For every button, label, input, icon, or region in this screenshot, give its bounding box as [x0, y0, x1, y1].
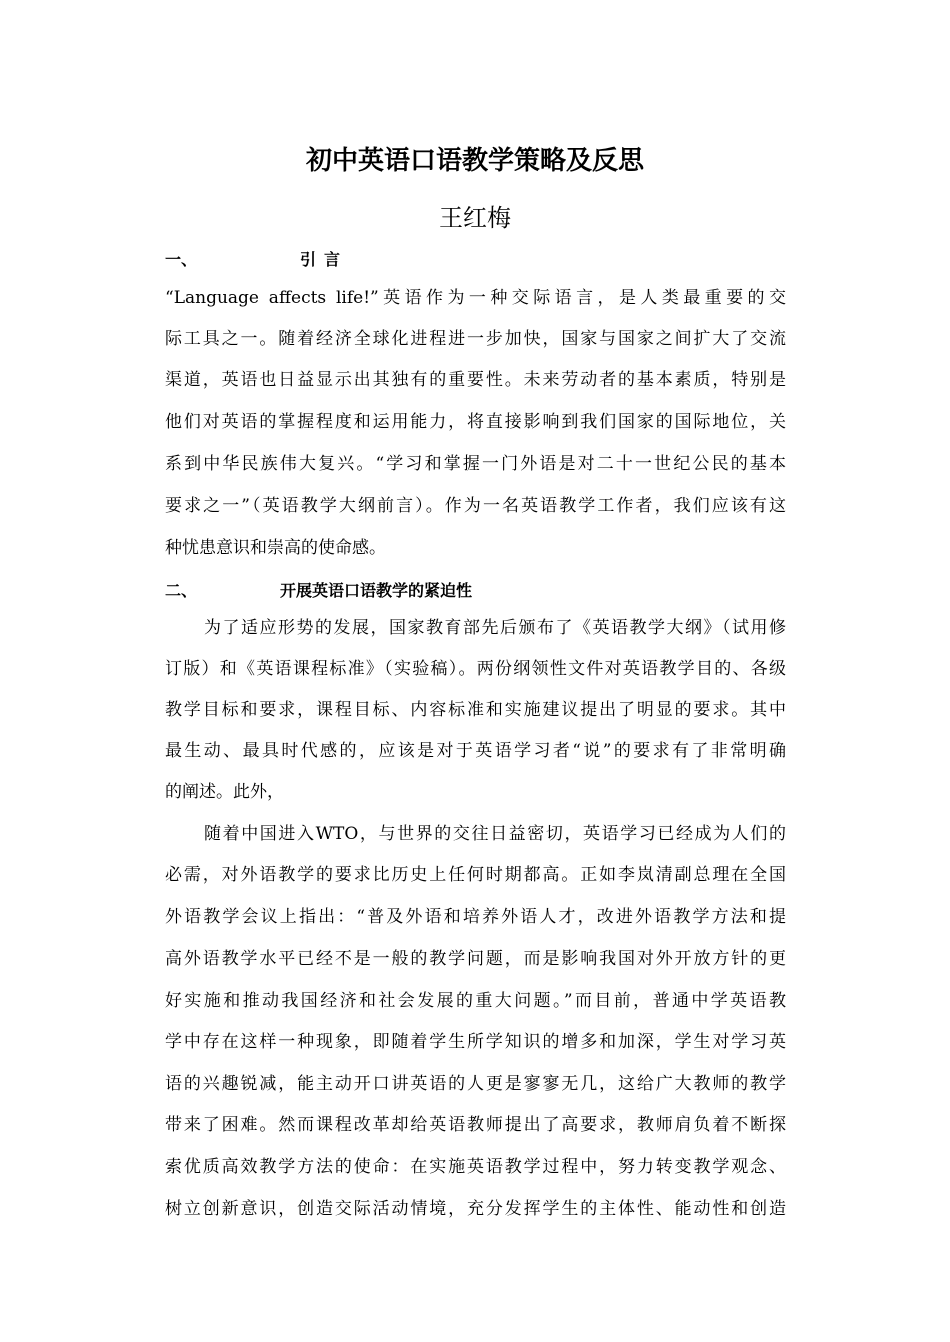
text-line: 必需，对外语教学的要求比历史上任何时期都高。正如李岚清副总理在全国 [165, 865, 786, 885]
text-line: 最生动、最具时代感的，应该是对于英语学习者“说”的要求有了非常明确 [165, 741, 786, 761]
section-title: 引言 [300, 250, 349, 269]
text-line: 为了适应形势的发展，国家教育部先后颁布了《英语教学大纲》（试用修 [204, 618, 786, 638]
text-line: 的阐述。此外， [165, 782, 284, 802]
document-author: 王红梅 [439, 204, 511, 232]
text-line: 高外语教学水平已经不是一般的教学问题，而是影响我国对外开放方针的更 [165, 949, 786, 969]
section-number: 二、 [165, 581, 198, 600]
text-line: 际工具之一。随着经济全球化进程进一步加快，国家与国家之间扩大了交流 [165, 329, 786, 349]
text-line: 外语教学会议上指出：“普及外语和培养外语人才，改进外语教学方法和提 [165, 907, 786, 927]
text-line: 语的兴趣锐减，能主动开口讲英语的人更是寥寥无几，这给广大教师的教学 [165, 1074, 786, 1094]
section-number: 一、 [165, 250, 198, 269]
text-line: 随着中国进入WTO，与世界的交往日益密切，英语学习已经成为人们的 [204, 824, 786, 844]
text-line: 订版）和《英语课程标准》（实验稿）。两份纲领性文件对英语教学目的、各级 [165, 659, 786, 679]
section-heading-1 [165, 245, 785, 275]
text-line: “Language affects life!”英语作为一种交际语言，是人类最重要的交 [165, 288, 786, 308]
document-title: 初中英语口语教学策略及反思 [305, 146, 644, 176]
text-line: 他们对英语的掌握程度和运用能力，将直接影响到我们国家的国际地位，关 [165, 412, 786, 432]
text-line: 好实施和推动我国经济和社会发展的重大问题。”而目前，普通中学英语教 [165, 991, 786, 1011]
text-line: 教学目标和要求，课程目标、内容标准和实施建议提出了明显的要求。其中 [165, 700, 786, 720]
text-line: 学中存在这样一种现象，即随着学生所学知识的增多和加深，学生对学习英 [165, 1032, 786, 1052]
text-line: 系到中华民族伟大复兴。“学习和掌握一门外语是对二十一世纪公民的基本 [165, 454, 786, 474]
section-title: 开展英语口语教学的紧迫性 [280, 581, 473, 600]
text-line: 索优质高效教学方法的使命：在实施英语教学过程中，努力转变教学观念、 [165, 1157, 786, 1177]
text-line: 带来了困难。然而课程改革却给英语教师提出了高要求，教师肩负着不断探 [165, 1115, 786, 1135]
text-line: 树立创新意识，创造交际活动情境，充分发挥学生的主体性、能动性和创造 [165, 1199, 786, 1219]
text-line: 要求之一”（英语教学大纲前言）。作为一名英语教学工作者，我们应该有这 [165, 496, 786, 516]
section-heading-2 [165, 576, 785, 606]
text-line: 种忧患意识和崇高的使命感。 [165, 538, 386, 558]
text-line: 渠道，英语也日益显示出其独有的重要性。未来劳动者的基本素质，特别是 [165, 370, 786, 390]
